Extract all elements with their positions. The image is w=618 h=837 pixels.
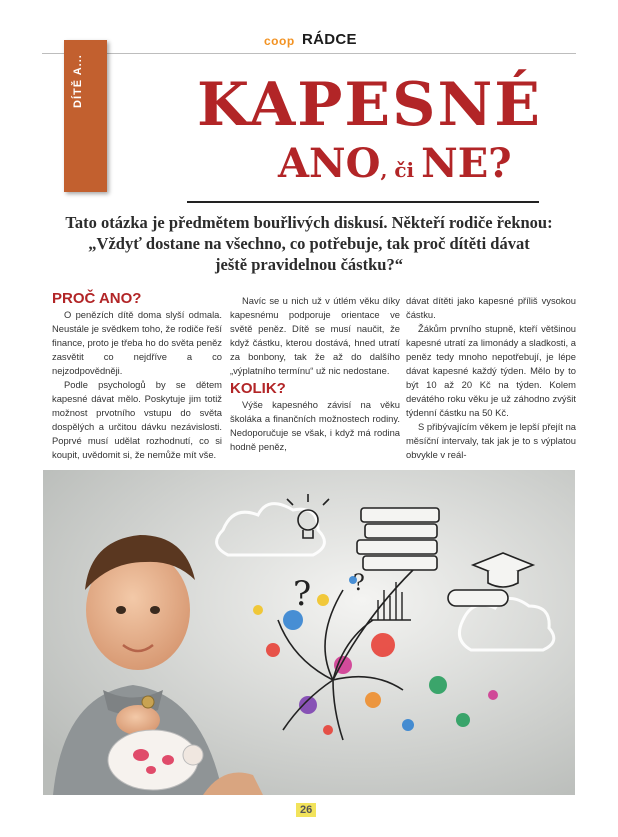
lead-line: ještě pravidelnou částku?“ (215, 255, 403, 274)
subtitle (278, 140, 512, 187)
main-title: KAPESNÉ (197, 70, 543, 140)
section-title: RÁDCE (302, 31, 357, 48)
subtitle-ci: , či (380, 158, 422, 182)
boy-with-piggy-bank-illustration (43, 470, 575, 795)
svg-text:?: ? (293, 574, 312, 614)
paragraph: Žákům prvního stupně, kteří většinou kapesné utratí za limonády a sladkosti, a peněz tedy mnoho nepotřebují, je lépe dávat kapesné každý týden. Mělo by to být 10 až 20 Kč na týden. Kolem devátého roku věku je už záhodno zvýšit týdenní částku na 50 Kč. (406, 323, 576, 418)
coop-logo: coop (264, 34, 295, 48)
paragraph: Navíc se u nich už v útlém věku díky kapesnému podporuje orientace ve světě peněz. Dítě se musí naučit, že když částku, kterou dostává, hned utratí za bonbony, tak že až do dalšího „výplatního termínu“ už nic nedostane. (230, 295, 400, 376)
ribbon-label: DÍTĚ A... (72, 54, 84, 108)
paragraph: S přibývajícím věkem je lepší přejít na měsíční intervaly, tak jak je to s výplatou obvykle v reál- (406, 421, 576, 460)
heading-proc-ano: PROČ ANO? (52, 290, 142, 307)
lead-line: Tato otázka je předmětem bouřlivých diskusí. Někteří rodiče řeknou: (65, 213, 553, 232)
lead-line: „Vždyť dostane na všechno, co potřebuje, tak proč dítěti dávat (88, 234, 530, 253)
page-number: 26 (296, 803, 316, 817)
subtitle-ano: ANO (278, 140, 381, 187)
category-ribbon (64, 40, 107, 192)
column-2 (230, 294, 400, 454)
paragraph: O penězích dítě doma slyší odmala. Neustále je svědkem toho, že rodiče řeší finance, proto je třeba ho do světa peněz zasvětit co nejdříve a co nejzodpovědněji. (52, 309, 222, 376)
header-divider (42, 53, 576, 54)
svg-text:?: ? (353, 571, 365, 596)
paragraph: Výše kapesného závisí na věku školáka a finančních možnostech rodiny. Nedoporučuje se však, i když má rodina hodně peněz, (230, 399, 400, 452)
column-1 (52, 290, 222, 462)
paragraph: Podle psychologů by se dětem kapesné dávat mělo. Poskytuje jim totiž možnost prvotního vstupu do světa dospělých a určitou dávku nezávislosti. Poprvé musí udělat rozhodnutí, co si koupit, uvědomit si, že nemůže mít vše. (52, 379, 222, 460)
lead-paragraph (40, 212, 578, 275)
title-underline (187, 201, 539, 203)
heading-kolik: KOLIK? (230, 380, 286, 397)
subtitle-ne: NE? (421, 140, 512, 187)
column-3 (406, 294, 576, 462)
paragraph: dávat dítěti jako kapesné příliš vysokou částku. (406, 295, 576, 320)
